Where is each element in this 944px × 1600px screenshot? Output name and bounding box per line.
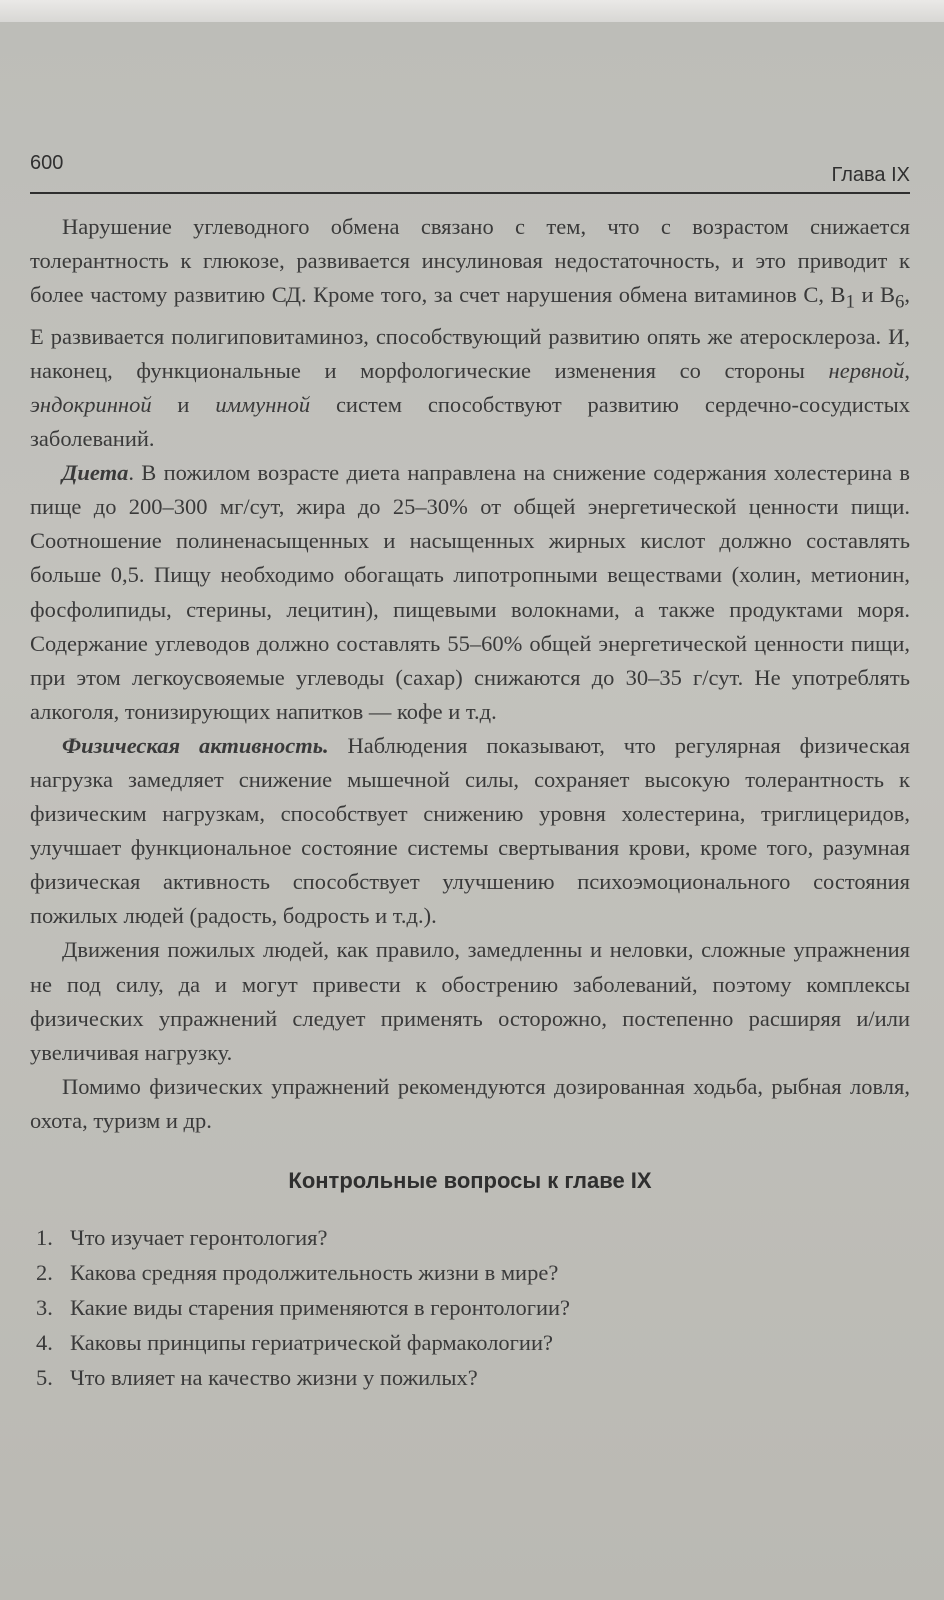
paragraph-movements: Движения пожилых людей, как правило, замедленны и неловки, сложные упражнения не под силу, да и могут привести к обострению заболеваний, поэтому комплексы физических упражнений следует применять осторожно, постепенно расширяя и/или увеличивая нагрузку. — [30, 937, 910, 1065]
question-number: 1. — [36, 1225, 53, 1251]
paragraph-carbohydrate-metabolism — [30, 210, 910, 456]
run-in-heading-diet: Диета — [62, 460, 129, 486]
question-text: Что влияет на качество жизни у пожилых? — [70, 1365, 478, 1391]
questions-heading: Контрольные вопросы к главе IX — [288, 1168, 652, 1194]
paragraph-diet — [30, 456, 910, 729]
text-run: , Е развивается полигиповитаминоз, способствующий развитию опять же атеросклероза. И, наконец, функциональные и морфологические изменения со стороны — [30, 282, 910, 383]
subscript: 6 — [895, 291, 905, 313]
chapter-label: Глава IX — [831, 164, 910, 186]
question-item — [36, 1220, 910, 1255]
emphasis-endocrine: эндокринной — [30, 391, 152, 417]
question-text: Какие виды старения применяются в геронтологии? — [70, 1295, 571, 1321]
text-run: и — [151, 391, 216, 417]
question-number: 4. — [36, 1330, 53, 1356]
text-run: Нарушение углеводного обмена связано с тем, что с возрастом снижается толерантность к глюкозе, развивается инсулиновая недостаточность, и это приводит к более частому развитию СД. Кроме того, за счет нарушения обмена витаминов С, В — [30, 214, 910, 308]
page-number: 600 — [30, 152, 64, 174]
emphasis-nervous: нервной — [828, 357, 905, 383]
question-text: Что изучает геронтология? — [70, 1225, 328, 1251]
question-item — [36, 1290, 910, 1325]
questions-list — [30, 1220, 910, 1395]
question-number: 2. — [36, 1260, 53, 1286]
question-item — [36, 1325, 910, 1360]
text-run: Наблюдения показывают, что регулярная физическая нагрузка замедляет снижение мышечной силы, сохраняет высокую толерантность к физическим нагрузкам, способствует снижению уровня холестерина, триглицеридов, улучшает функциональное состояние системы свертывания крови, кроме того, разумная физическая активность способствует улучшению психоэмоционального состояния пожилых людей (радость, бодрость и т.д.). — [30, 732, 910, 929]
question-number: 5. — [36, 1365, 53, 1391]
question-number: 3. — [36, 1295, 53, 1321]
emphasis-immune: иммунной — [215, 391, 311, 417]
question-item — [36, 1360, 910, 1395]
text-run: систем способствуют развитию сердечно-сосудистых заболеваний. — [30, 391, 910, 452]
paragraph-physical-activity — [30, 729, 910, 934]
text-run: и В — [854, 282, 895, 308]
running-head — [30, 152, 910, 192]
paragraph-recommendations: Помимо физических упражнений рекомендуются дозированная ходьба, рыбная ловля, охота, туризм и др. — [30, 1073, 910, 1133]
text-run: . В пожилом возрасте диета направлена на снижение содержания холестерина в пище до 200–300 мг/сут, жира до 25–30% от общей энергетической ценности пищи. Соотношение полиненасыщенных и насыщенных жирных кислот должно составлять больше 0,5. Пищу необходимо обогащать липотропными веществами (холин, метионин, фосфолипиды, стерины, лецитин), пищевыми волокнами, а также продуктами моря. Содержание углеводов должно составлять 55–60% общей энергетической ценности пищи, при этом легкоусвояемые углеводы (сахар) снижаются до 30–35 г/сут. Не употреблять алкоголя, тонизирующих напитков — кофе и т.д. — [30, 460, 910, 724]
run-in-heading-physical-activity: Физическая активность. — [62, 732, 329, 758]
question-text: Какова средняя продолжительность жизни в мире? — [70, 1260, 559, 1286]
subscript: 1 — [845, 291, 855, 313]
body-text — [30, 210, 910, 1138]
question-item — [36, 1255, 910, 1290]
book-page — [0, 22, 944, 1600]
text-run: , — [904, 357, 910, 383]
header-rule — [30, 192, 910, 194]
question-text: Каковы принципы гериатрической фармакологии? — [70, 1330, 553, 1356]
